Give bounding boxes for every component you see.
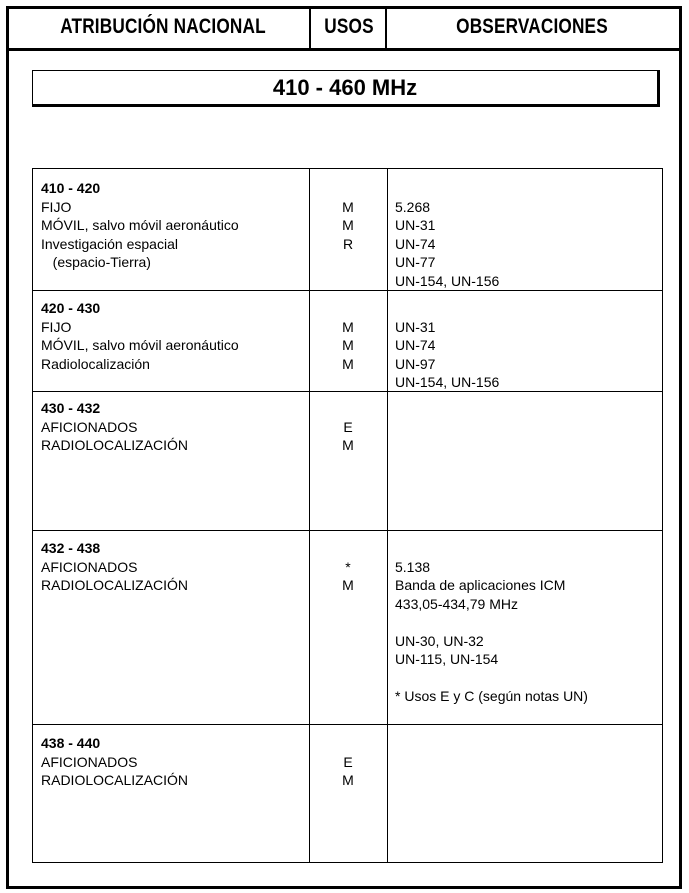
usos-cell — [310, 198, 386, 254]
observacion: UN-154, UN-156 — [395, 374, 500, 390]
uso-code: M — [342, 217, 354, 233]
band-range: 432 - 438 — [41, 540, 101, 556]
observaciones-cell — [395, 318, 655, 392]
usos-cell — [310, 558, 386, 595]
table-row — [33, 169, 662, 291]
observacion: UN-154, UN-156 — [395, 272, 500, 289]
observacion: UN-115, UN-154 — [395, 651, 499, 667]
uso-code: M — [342, 355, 354, 372]
service: MÓVIL, salvo móvil aeronáutico — [41, 337, 239, 353]
uso-code: R — [342, 235, 354, 252]
attribution-cell — [41, 399, 306, 455]
uso-code: E — [343, 753, 353, 770]
uso-code: * — [345, 558, 351, 575]
service: Investigación espacial — [41, 235, 178, 252]
service: AFICIONADOS — [41, 753, 138, 770]
service: AFICIONADOS — [41, 558, 138, 575]
observacion — [395, 669, 655, 688]
observacion: 5.268 — [395, 198, 431, 215]
observacion: 433,05-434,79 MHz — [395, 595, 518, 612]
band-range: 438 - 440 — [41, 735, 101, 751]
usos-cell — [310, 318, 386, 374]
attribution-cell — [41, 734, 306, 790]
service: (espacio-Tierra) — [41, 254, 151, 270]
service: FIJO — [41, 318, 72, 335]
observacion: Banda de aplicaciones ICM — [395, 577, 566, 593]
table-header — [6, 6, 682, 51]
band-title: 410 - 460 MHz — [33, 71, 659, 106]
table-row — [33, 391, 662, 531]
header-divider — [385, 6, 387, 48]
uso-code: M — [342, 577, 354, 593]
uso-code: E — [343, 418, 353, 435]
service: RADIOLOCALIZACIÓN — [41, 772, 189, 788]
table-row — [33, 530, 662, 725]
header-divider — [309, 6, 311, 48]
band-range: 410 - 420 — [41, 180, 101, 196]
header-observaciones: OBSERVACIONES — [456, 15, 608, 38]
service: FIJO — [41, 198, 72, 215]
service: RADIOLOCALIZACIÓN — [41, 577, 189, 593]
header-atribucion: ATRIBUCIÓN NACIONAL — [60, 15, 266, 38]
observaciones-cell — [395, 558, 655, 706]
uso-code: M — [342, 337, 354, 353]
observacion: 5.138 — [395, 558, 431, 575]
observacion: UN-97 — [395, 355, 436, 372]
observacion — [395, 613, 655, 632]
uso-code: M — [342, 437, 354, 453]
band-title-box — [32, 70, 660, 107]
observacion: UN-74 — [395, 235, 436, 252]
table-row — [33, 724, 662, 862]
service: Radiolocalización — [41, 355, 150, 372]
uso-code: M — [342, 318, 354, 335]
observacion: UN-77 — [395, 254, 436, 270]
observacion: UN-31 — [395, 217, 436, 233]
attribution-cell — [41, 179, 306, 272]
observacion: * Usos E y C (según notas UN) — [395, 688, 588, 704]
observaciones-cell — [395, 198, 655, 291]
allocation-table — [32, 168, 663, 863]
band-range: 430 - 432 — [41, 400, 101, 416]
usos-cell — [310, 418, 386, 455]
observacion: UN-31 — [395, 318, 436, 335]
uso-code: M — [342, 772, 354, 788]
service: RADIOLOCALIZACIÓN — [41, 437, 189, 453]
usos-cell — [310, 753, 386, 790]
attribution-cell — [41, 539, 306, 595]
service: MÓVIL, salvo móvil aeronáutico — [41, 217, 239, 233]
attribution-cell — [41, 299, 306, 373]
observacion: UN-30, UN-32 — [395, 632, 484, 649]
uso-code: M — [342, 198, 354, 215]
service: AFICIONADOS — [41, 418, 138, 435]
band-range: 420 - 430 — [41, 300, 101, 316]
table-row — [33, 290, 662, 392]
observacion: UN-74 — [395, 337, 436, 353]
header-usos: USOS — [324, 15, 374, 38]
